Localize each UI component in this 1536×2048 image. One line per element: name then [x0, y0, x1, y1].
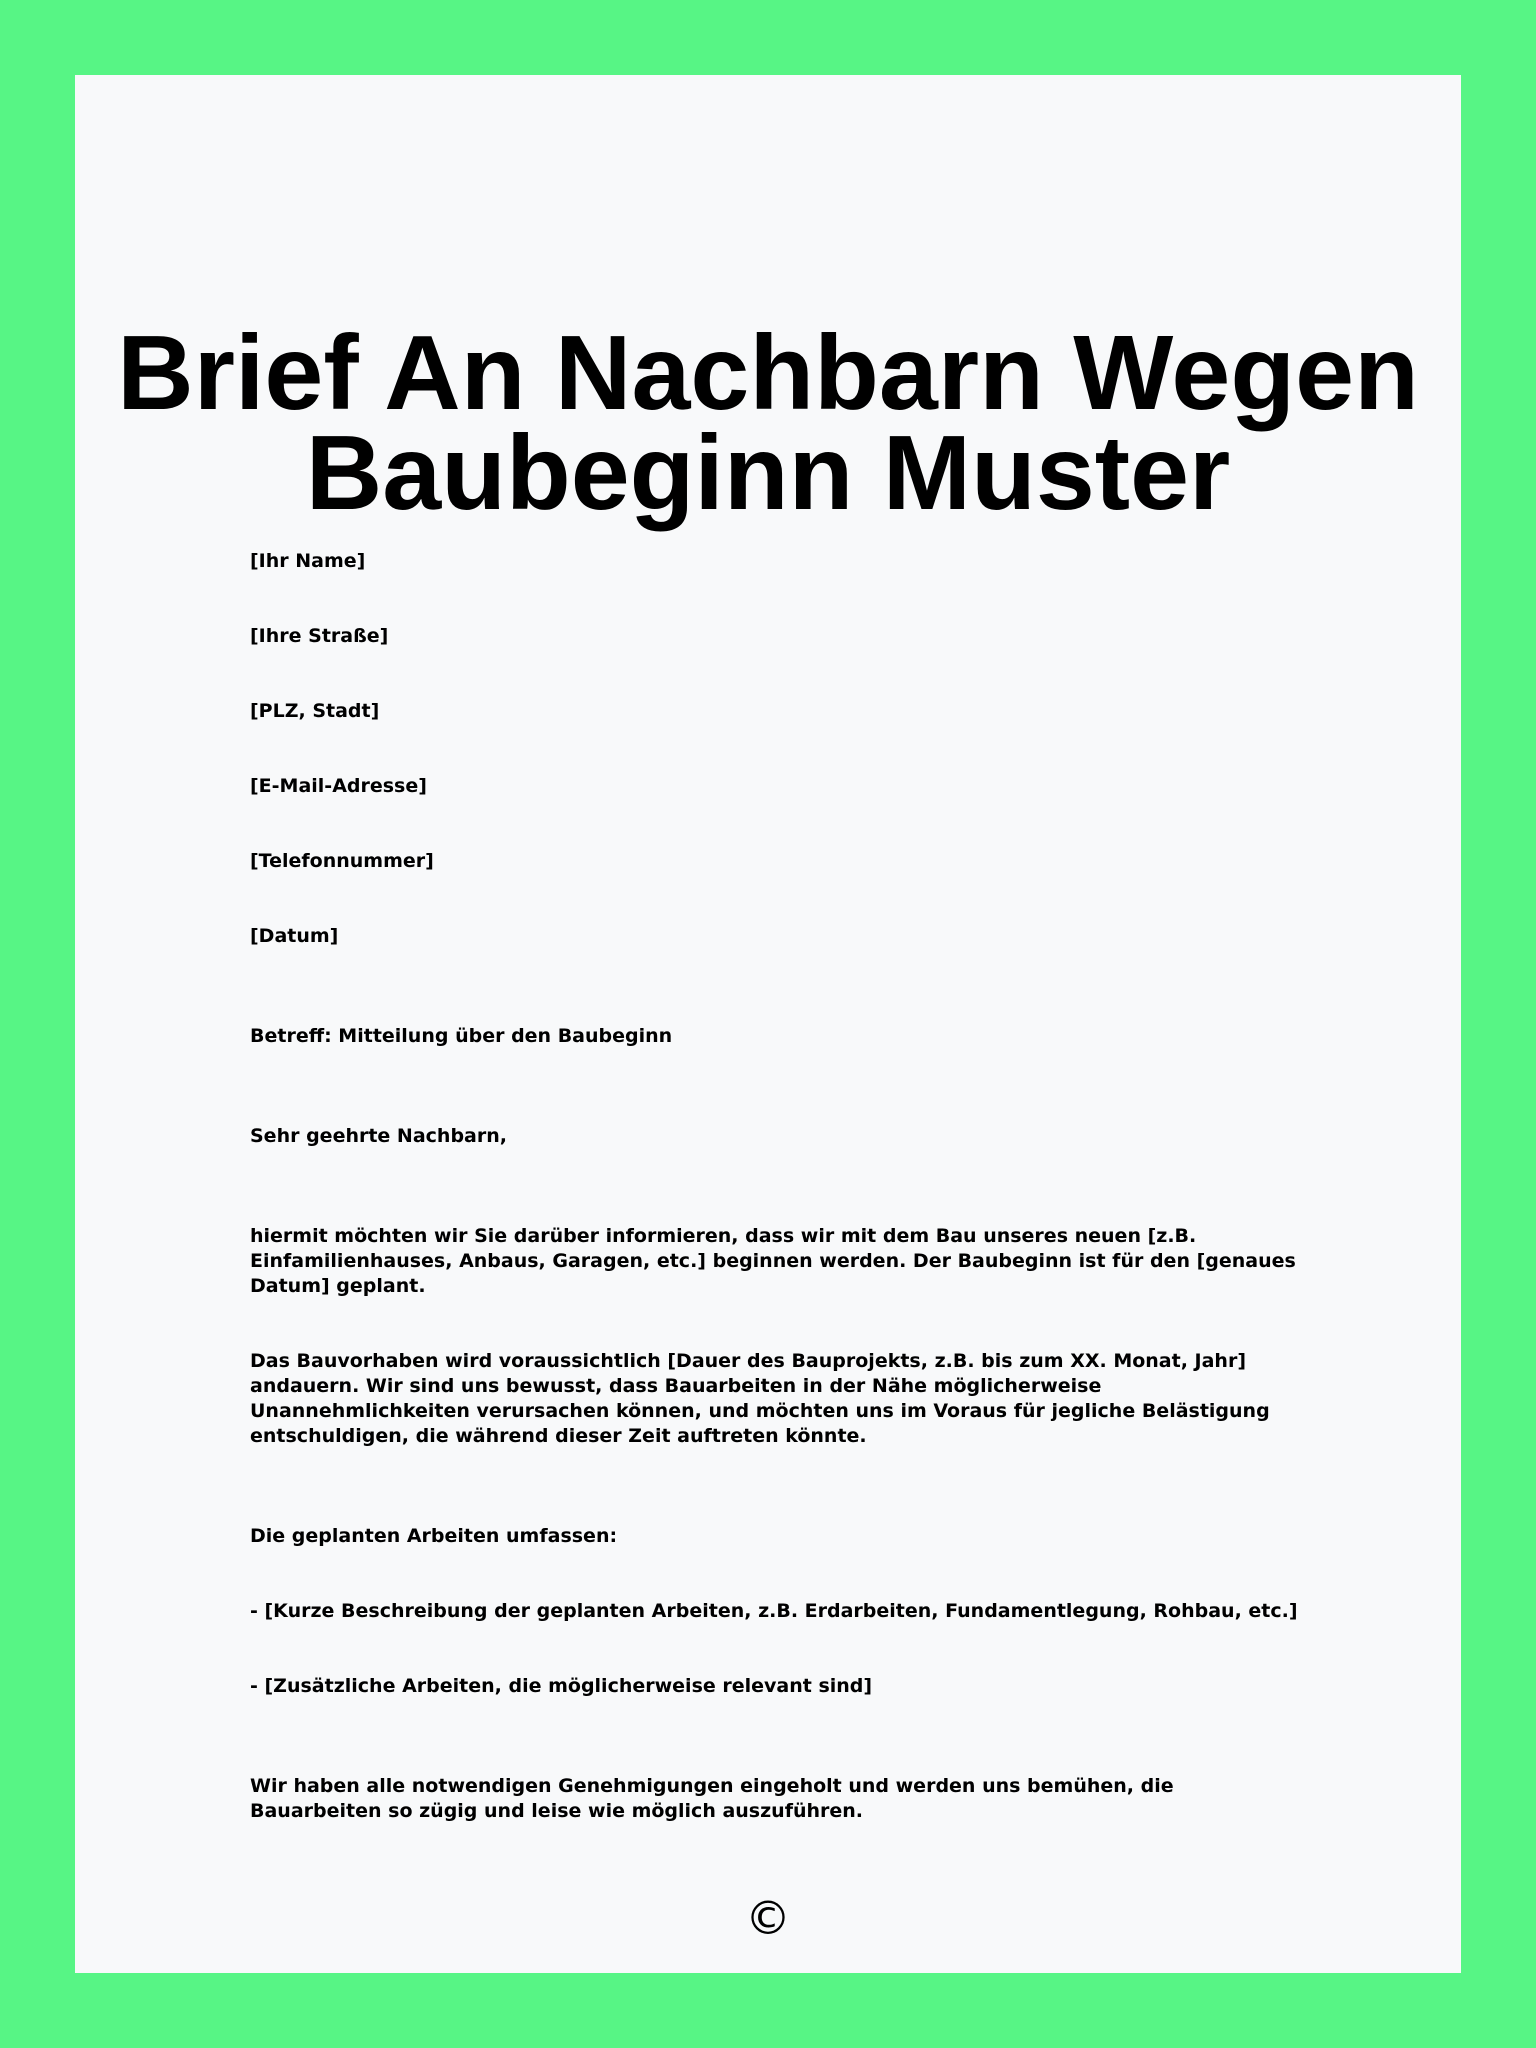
paragraph-closing: Wir haben alle notwendigen Genehmigungen eingeholt und werden uns bemühen, die Bauarbeiten so zügig und leise wie möglich auszuführen.	[250, 1775, 1174, 1822]
sender-city: [PLZ, Stadt]	[250, 700, 380, 722]
letter-subject: Betreff: Mitteilung über den Baubeginn	[250, 1025, 673, 1047]
letter-salutation: Sehr geehrte Nachbarn,	[250, 1125, 507, 1147]
sender-street: [Ihre Straße]	[250, 625, 389, 647]
works-list-item: - [Zusätzliche Arbeiten, die möglicherweise relevant sind]	[250, 1675, 873, 1697]
works-intro: Die geplanten Arbeiten umfassen:	[250, 1525, 618, 1547]
sender-phone: [Telefonnummer]	[250, 850, 434, 872]
works-list-item: - [Kurze Beschreibung der geplanten Arbeiten, z.B. Erdarbeiten, Fundamentlegung, Rohbau, etc.]	[250, 1600, 1298, 1622]
letter-date: [Datum]	[250, 925, 339, 947]
paragraph-intro: hiermit möchten wir Sie darüber informieren, dass wir mit dem Bau unseres neuen [z.B. Einfamilienhauses, Anbaus, Garagen, etc.] beginnen werden. Der Baubeginn ist für den [genaues Datum] geplant.	[250, 1225, 1296, 1297]
document-page	[75, 75, 1461, 1973]
sender-email: [E-Mail-Adresse]	[250, 775, 427, 797]
document-title: Brief An Nachbarn Wegen Baubeginn Muster	[117, 314, 1419, 532]
copyright-icon: ©	[745, 1891, 791, 1945]
sender-name: [Ihr Name]	[250, 550, 366, 572]
paragraph-duration: Das Bauvorhaben wird voraussichtlich [Dauer des Bauprojekts, z.B. bis zum XX. Monat, Jahr] andauern. Wir sind uns bewusst, dass Bauarbeiten in der Nähe möglicherweise Unannehmlichkeiten verursachen können, und möchten uns im Voraus für jegliche Belästigung entschuldigen, die während dieser Zeit auftreten könnte.	[250, 1350, 1270, 1447]
